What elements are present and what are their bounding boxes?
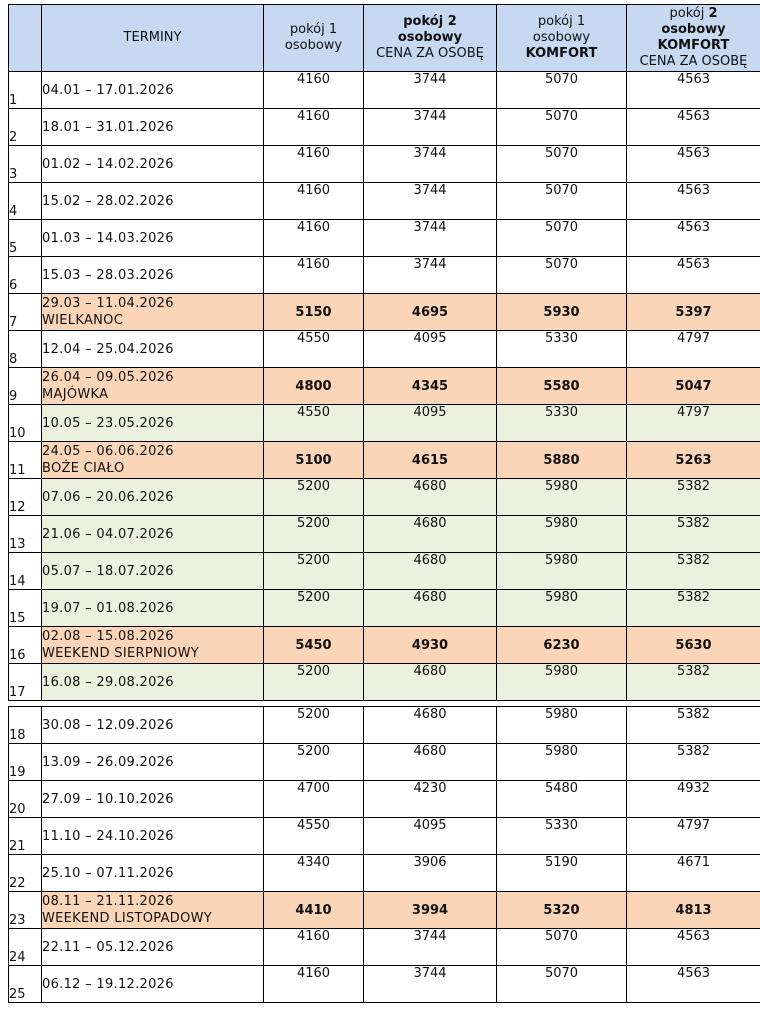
price-single: 5200	[264, 590, 364, 627]
price-single: 4700	[264, 781, 364, 818]
row-number: 16	[9, 627, 42, 664]
price-double: 4680	[364, 664, 497, 701]
price-double-komfort: 4797	[627, 818, 760, 855]
price-double: 4680	[364, 516, 497, 553]
row-term	[42, 109, 264, 146]
price-single-komfort: 5330	[497, 818, 627, 855]
price-double: 4680	[364, 479, 497, 516]
price-double-komfort: 4563	[627, 220, 760, 257]
row-number: 4	[9, 183, 42, 220]
row-term	[42, 146, 264, 183]
row-term	[42, 781, 264, 818]
row-term	[42, 442, 264, 479]
price-double-komfort: 4563	[627, 146, 760, 183]
price-single: 4800	[264, 368, 364, 405]
row-term	[42, 664, 264, 701]
row-date: 21.06 – 04.07.2026	[42, 526, 174, 542]
row-date: 06.12 – 19.12.2026	[42, 976, 174, 992]
price-double: 3744	[364, 966, 497, 1003]
row-date: 11.10 – 24.10.2026	[42, 828, 174, 844]
row-number: 6	[9, 257, 42, 294]
row-date: 25.10 – 07.11.2026	[42, 865, 174, 881]
price-double-komfort: 5630	[627, 627, 760, 664]
table-row	[9, 442, 760, 479]
price-single-komfort: 5480	[497, 781, 627, 818]
price-single-komfort: 5070	[497, 183, 627, 220]
price-single-komfort: 5070	[497, 220, 627, 257]
price-single-komfort: 5070	[497, 257, 627, 294]
table-row	[9, 294, 760, 331]
row-term	[42, 220, 264, 257]
price-single-komfort: 5930	[497, 294, 627, 331]
price-double-komfort: 5382	[627, 479, 760, 516]
price-double-komfort: 5382	[627, 516, 760, 553]
price-double-komfort: 5382	[627, 707, 760, 744]
row-number: 1	[9, 72, 42, 109]
row-term	[42, 331, 264, 368]
row-number: 22	[9, 855, 42, 892]
price-double: 3744	[364, 146, 497, 183]
row-number: 2	[9, 109, 42, 146]
row-date: 18.01 – 31.01.2026	[42, 119, 174, 135]
price-single: 4160	[264, 966, 364, 1003]
price-double: 4680	[364, 744, 497, 781]
row-label: WEEKEND SIERPNIOWY	[42, 646, 200, 661]
price-double: 3744	[364, 257, 497, 294]
row-number: 20	[9, 781, 42, 818]
row-date: 02.08 – 15.08.2026	[42, 629, 174, 644]
price-double: 4695	[364, 294, 497, 331]
price-double: 4095	[364, 818, 497, 855]
price-double-komfort: 4932	[627, 781, 760, 818]
price-double: 3744	[364, 109, 497, 146]
price-single-komfort: 5880	[497, 442, 627, 479]
table-row	[9, 707, 760, 744]
price-double: 4095	[364, 331, 497, 368]
table-row	[9, 966, 760, 1003]
price-single-komfort: 5980	[497, 744, 627, 781]
row-number: 23	[9, 892, 42, 929]
row-date: 07.06 – 20.06.2026	[42, 489, 174, 505]
row-number: 12	[9, 479, 42, 516]
table-row	[9, 257, 760, 294]
row-number: 5	[9, 220, 42, 257]
price-single-komfort: 5980	[497, 590, 627, 627]
price-single-komfort: 5980	[497, 479, 627, 516]
table-row	[9, 664, 760, 701]
price-double: 3744	[364, 220, 497, 257]
row-date: 30.08 – 12.09.2026	[42, 717, 174, 733]
price-single: 4550	[264, 331, 364, 368]
price-single-komfort: 5980	[497, 707, 627, 744]
price-double-komfort: 4671	[627, 855, 760, 892]
price-double: 3994	[364, 892, 497, 929]
price-double-komfort: 5382	[627, 744, 760, 781]
price-single: 4340	[264, 855, 364, 892]
table-row	[9, 479, 760, 516]
row-date: 26.04 – 09.05.2026	[42, 370, 174, 385]
row-number: 14	[9, 553, 42, 590]
table-row	[9, 744, 760, 781]
row-date: 27.09 – 10.10.2026	[42, 791, 174, 807]
price-single-komfort: 6230	[497, 627, 627, 664]
row-date: 22.11 – 05.12.2026	[42, 939, 174, 955]
row-date: 24.05 – 06.06.2026	[42, 444, 174, 459]
table-row	[9, 405, 760, 442]
price-double-komfort: 5397	[627, 294, 760, 331]
table-row	[9, 929, 760, 966]
table-row	[9, 331, 760, 368]
table-row	[9, 892, 760, 929]
price-single: 5200	[264, 553, 364, 590]
price-double-komfort: 4797	[627, 405, 760, 442]
price-single-komfort: 5070	[497, 109, 627, 146]
price-double: 4930	[364, 627, 497, 664]
row-date: 10.05 – 23.05.2026	[42, 415, 174, 431]
price-double-komfort: 5382	[627, 590, 760, 627]
row-term	[42, 707, 264, 744]
price-single-komfort: 5320	[497, 892, 627, 929]
price-single-komfort: 5330	[497, 405, 627, 442]
price-double-komfort: 4563	[627, 929, 760, 966]
header-terminy: TERMINY	[42, 5, 264, 72]
price-single-komfort: 5070	[497, 929, 627, 966]
row-term	[42, 294, 264, 331]
price-double-komfort: 5263	[627, 442, 760, 479]
price-single: 4410	[264, 892, 364, 929]
row-date: 19.07 – 01.08.2026	[42, 600, 174, 616]
row-label: BOŻE CIAŁO	[42, 461, 125, 476]
price-double-komfort: 4563	[627, 109, 760, 146]
header-single-room: pokój 1 osobowy	[264, 5, 364, 72]
table-row	[9, 781, 760, 818]
price-double-komfort: 4797	[627, 331, 760, 368]
row-label: WEEKEND LISTOPADOWY	[42, 911, 213, 926]
price-single: 4160	[264, 183, 364, 220]
price-double-komfort: 4813	[627, 892, 760, 929]
row-date: 08.11 – 21.11.2026	[42, 894, 174, 909]
row-term	[42, 479, 264, 516]
row-number: 17	[9, 664, 42, 701]
price-double: 3744	[364, 929, 497, 966]
price-single: 5450	[264, 627, 364, 664]
price-single: 4160	[264, 220, 364, 257]
price-single-komfort: 5070	[497, 966, 627, 1003]
header-row	[9, 5, 760, 72]
row-number: 8	[9, 331, 42, 368]
price-single: 4160	[264, 257, 364, 294]
header-number	[9, 5, 42, 72]
row-term	[42, 405, 264, 442]
table-row	[9, 72, 760, 109]
price-single-komfort: 5980	[497, 516, 627, 553]
price-double: 4230	[364, 781, 497, 818]
table-row	[9, 818, 760, 855]
price-single-komfort: 5580	[497, 368, 627, 405]
price-double-komfort: 4563	[627, 257, 760, 294]
price-single: 4550	[264, 405, 364, 442]
row-date: 16.08 – 29.08.2026	[42, 674, 174, 690]
price-single: 5200	[264, 707, 364, 744]
row-term	[42, 966, 264, 1003]
price-single-komfort: 5980	[497, 553, 627, 590]
row-number: 13	[9, 516, 42, 553]
row-term	[42, 855, 264, 892]
row-date: 01.02 – 14.02.2026	[42, 156, 174, 172]
row-term	[42, 818, 264, 855]
price-single: 4550	[264, 818, 364, 855]
header-double-room-komfort: pokój 2 osobowy KOMFORT CENA ZA OSOBĘ	[627, 5, 760, 72]
table-row	[9, 553, 760, 590]
price-double-komfort: 5382	[627, 553, 760, 590]
price-double: 4680	[364, 553, 497, 590]
row-term	[42, 590, 264, 627]
price-single: 5200	[264, 664, 364, 701]
price-double-komfort: 4563	[627, 966, 760, 1003]
table-row	[9, 220, 760, 257]
row-term	[42, 516, 264, 553]
table-row	[9, 368, 760, 405]
table-row	[9, 516, 760, 553]
price-single-komfort: 5980	[497, 664, 627, 701]
row-date: 04.01 – 17.01.2026	[42, 82, 174, 98]
row-date: 12.04 – 25.04.2026	[42, 341, 174, 357]
price-double: 4680	[364, 707, 497, 744]
table-row	[9, 183, 760, 220]
price-double: 4615	[364, 442, 497, 479]
price-single: 5150	[264, 294, 364, 331]
price-double-komfort: 4563	[627, 72, 760, 109]
row-number: 3	[9, 146, 42, 183]
row-date: 05.07 – 18.07.2026	[42, 563, 174, 579]
price-double-komfort: 4563	[627, 183, 760, 220]
row-term	[42, 368, 264, 405]
row-date: 15.03 – 28.03.2026	[42, 267, 174, 283]
price-double: 4095	[364, 405, 497, 442]
row-label: WIELKANOC	[42, 313, 124, 328]
price-double: 3744	[364, 183, 497, 220]
price-single: 4160	[264, 929, 364, 966]
row-term	[42, 627, 264, 664]
price-single: 5200	[264, 744, 364, 781]
price-single-komfort: 5330	[497, 331, 627, 368]
row-term	[42, 72, 264, 109]
row-number: 19	[9, 744, 42, 781]
price-double-komfort: 5047	[627, 368, 760, 405]
row-number: 9	[9, 368, 42, 405]
row-date: 13.09 – 26.09.2026	[42, 754, 174, 770]
table-row	[9, 590, 760, 627]
price-single: 4160	[264, 109, 364, 146]
row-date: 15.02 – 28.02.2026	[42, 193, 174, 209]
table-row	[9, 627, 760, 664]
price-single: 5200	[264, 516, 364, 553]
row-number: 10	[9, 405, 42, 442]
row-number: 15	[9, 590, 42, 627]
price-single-komfort: 5190	[497, 855, 627, 892]
row-number: 21	[9, 818, 42, 855]
table-row	[9, 109, 760, 146]
row-term	[42, 183, 264, 220]
price-double: 3906	[364, 855, 497, 892]
row-number: 25	[9, 966, 42, 1003]
table-row	[9, 146, 760, 183]
price-single-komfort: 5070	[497, 146, 627, 183]
price-single: 4160	[264, 146, 364, 183]
row-date: 29.03 – 11.04.2026	[42, 296, 174, 311]
row-term	[42, 892, 264, 929]
price-single: 4160	[264, 72, 364, 109]
row-label: MAJÓWKA	[42, 387, 109, 402]
header-single-room-komfort: pokój 1 osobowy KOMFORT	[497, 5, 627, 72]
price-double-komfort: 5382	[627, 664, 760, 701]
price-single: 5100	[264, 442, 364, 479]
header-double-room: pokój 2 osobowy CENA ZA OSOBĘ	[364, 5, 497, 72]
price-single: 5200	[264, 479, 364, 516]
price-double: 3744	[364, 72, 497, 109]
row-term	[42, 257, 264, 294]
price-table	[8, 4, 760, 1003]
row-date: 01.03 – 14.03.2026	[42, 230, 174, 246]
price-single-komfort: 5070	[497, 72, 627, 109]
row-number: 18	[9, 707, 42, 744]
row-number: 7	[9, 294, 42, 331]
row-term	[42, 744, 264, 781]
row-term	[42, 929, 264, 966]
row-number: 11	[9, 442, 42, 479]
price-double: 4345	[364, 368, 497, 405]
row-term	[42, 553, 264, 590]
price-double: 4680	[364, 590, 497, 627]
row-number: 24	[9, 929, 42, 966]
table-row	[9, 855, 760, 892]
